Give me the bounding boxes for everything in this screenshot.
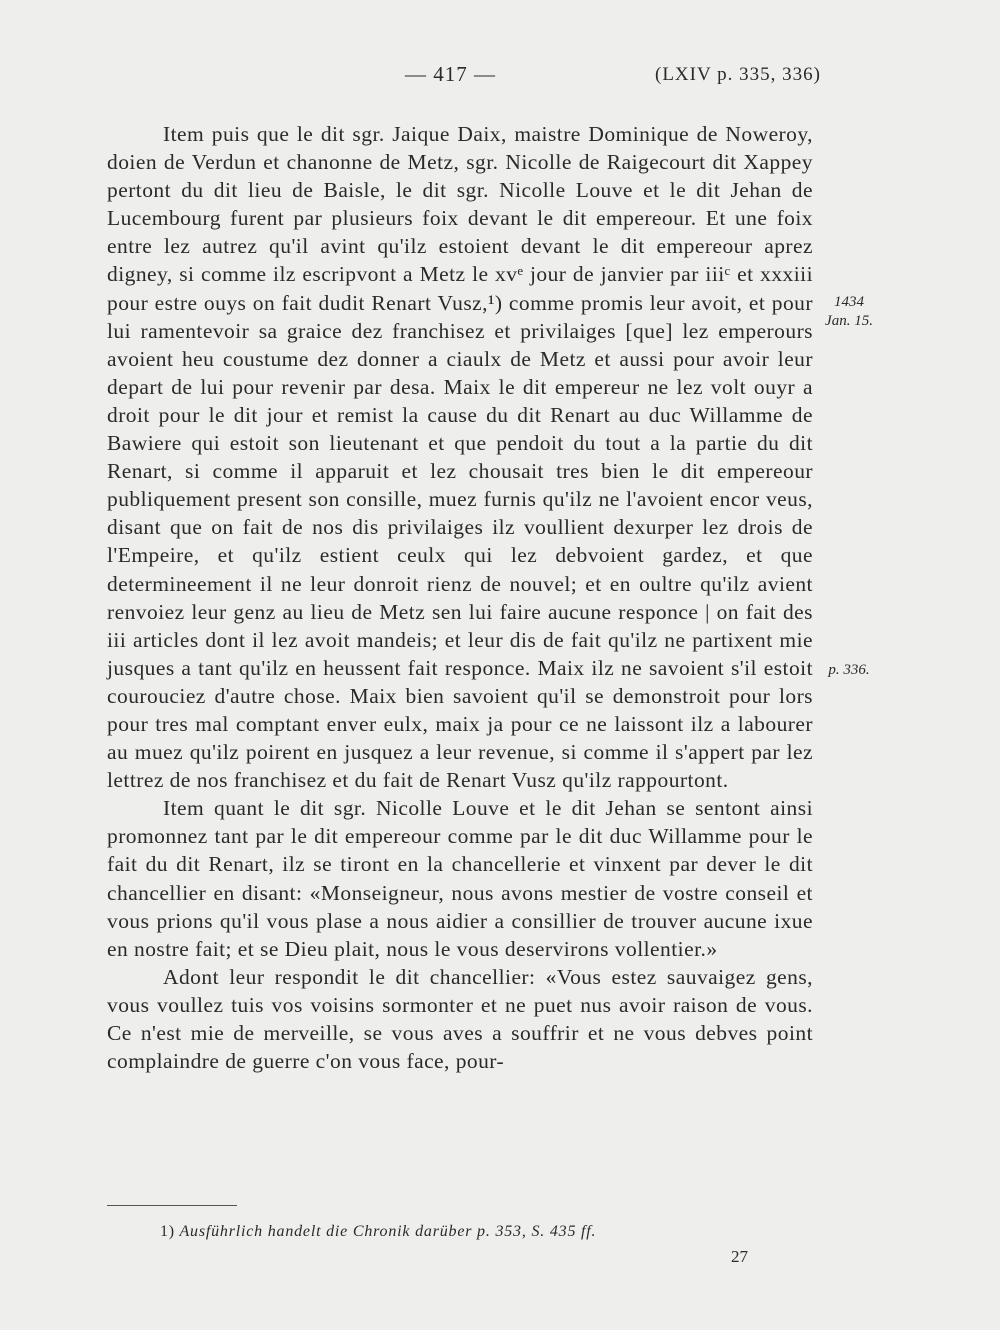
footnote-text: Ausführlich handelt die Chronik darüber p. 353, S. 435 ff. bbox=[179, 1223, 597, 1240]
main-text bbox=[107, 120, 813, 1075]
paragraph: Adont leur respondit le dit chancellier: «Vous estez sauvaigez gens, vous voullez tuis vos voisins sormonter et ne puet nus avoir raison de vous. Ce n'est mie de merveille, se vous aves a souffrir et ne vous debves point complaindre de guerre c'on vous face, pour- bbox=[107, 964, 813, 1074]
page-number: — 417 — bbox=[405, 62, 496, 86]
margin-note-date: 1434 Jan. 15. bbox=[825, 294, 873, 329]
source-reference: (LXIV p. 335, 336) bbox=[655, 64, 821, 85]
page-header bbox=[0, 62, 1000, 92]
footnote-divider bbox=[107, 1205, 237, 1206]
signature-mark: 27 bbox=[731, 1247, 748, 1266]
footnote-marker: 1) bbox=[160, 1223, 175, 1240]
paragraph: Item quant le dit sgr. Nicolle Louve et le dit Jehan se sentont ainsi promonnez tant par le dit empereour comme par le dit duc Willamme pour le fait du dit Renart, ilz se tiront en la chancellerie et vinxent par dever le dit chancellier en disant: «Monseigneur, nous avons mestier de vostre conseil et vous prions qu'il vous plase a nous aidier a consillier de trouver aucune ixue en nostre fait; et se Dieu plait, nous le vous deservirons vollentier.» bbox=[107, 796, 813, 961]
footnote bbox=[160, 1223, 596, 1241]
margin-note-page-ref: p. 336. bbox=[828, 662, 870, 678]
paragraph: Item puis que le dit sgr. Jaique Daix, maistre Dominique de Noweroy, doien de Verdun et chanonne de Metz, sgr. Nicolle de Raigecourt dit Xappey pertont du dit lieu de Baisle, le dit sgr. Nicolle Louve et le dit Jehan de Lucembourg furent par plusieurs foix devant le dit empereour. Et une foix entre lez autrez qu'il avint qu'ilz estoient devant le dit empereour aprez digney, si comme ilz escripvont a Metz le xvᵉ jour de janvier par iiiᶜ et xxxiii pour estre ouys on fait dudit Renart Vusz,¹) comme promis leur avoit, et pour lui ramentevoir sa graice dez franchisez et privilaiges [que] lez emperours avoient heu coustume dez donner a ciaulx de Metz et aussi pour avoir leur depart de lui pour revenir par desa. Maix le dit empereur ne lez volt ouyr a droit pour le dit jour et remist la cause du dit Renart au duc Willamme de Bawiere qui estoit son lieutenant et que pendoit du tout a la partie du dit Renart, si comme il apparuit et lez chousait tres bien le dit empereour publiquement present son consille, muez furnis qu'ilz ne l'avoient encor veus, disant que on fait de nos dis privilaiges ilz voullient dexurper lez drois de l'Empeire, et qu'ilz estient ceulx qui lez debvoient gardez, et que determineement il ne leur donroit rienz de nouvel; et en oultre qu'ilz avient renvoiez leur genz au lieu de Metz sen lui faire aucune responce | on fait des iii articles dont il lez avoit mandeis; et leur dis de fait qu'ilz ne partixent mie jusques a tant qu'ilz en heussent fait responce. Maix ilz ne savoient s'il estoit courouciez d'autre chose. Maix bien savoient qu'il se demonstroit pour lors pour tres mal comptant enver eulx, maix ja pour ce ne laissont ilz a labourer au muez qu'ilz poirent en jusquez a leur revenue, si comme il s'appert par lez lettrez de nos franchisez et du fait de Renart Vusz qu'ilz rappourtont. bbox=[107, 122, 813, 793]
